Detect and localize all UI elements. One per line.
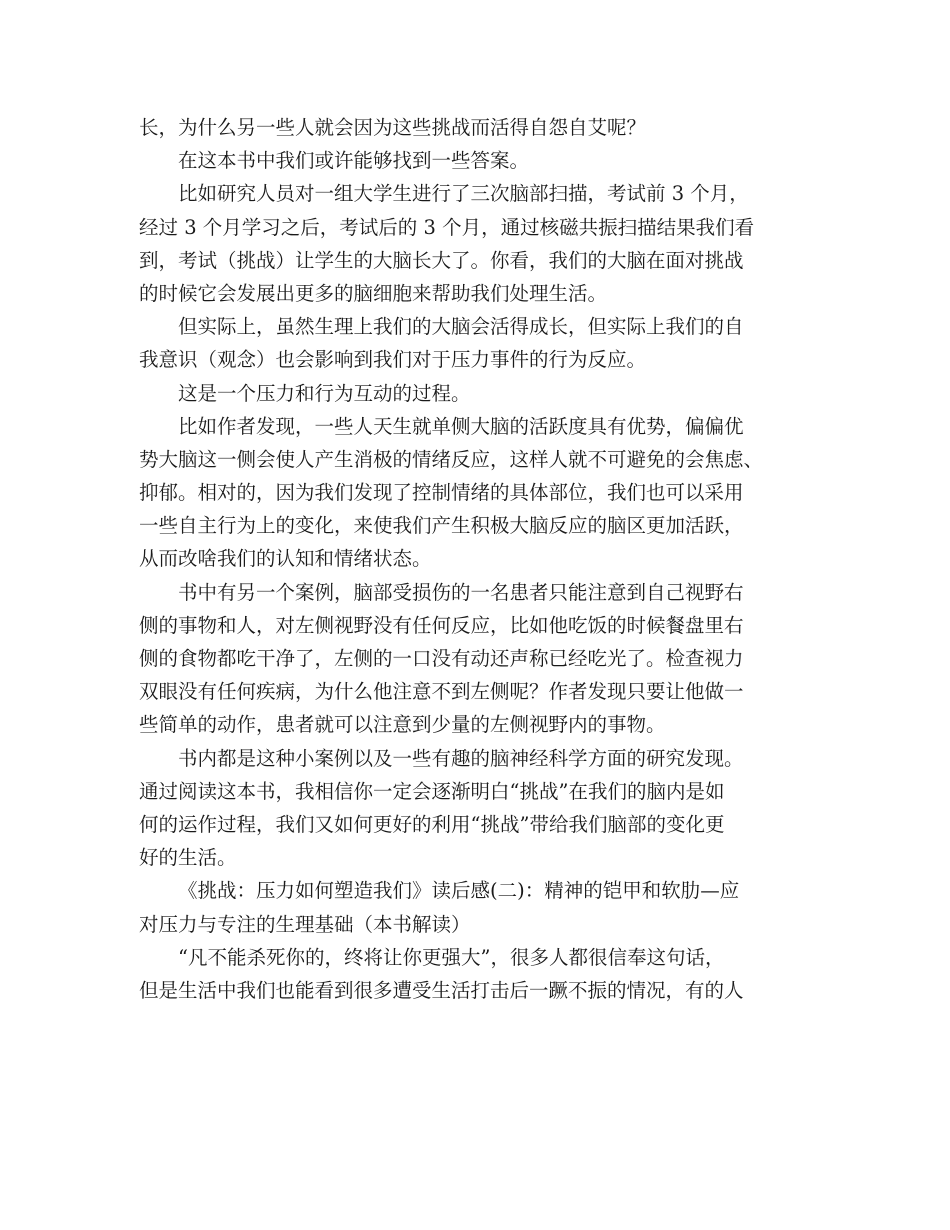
text-line: 长，为什么另一些人就会因为这些挑战而活得自怨自艾呢？ (139, 116, 647, 139)
text-line: 这是一个压力和行为互动的过程。 (178, 381, 471, 405)
text-line: 从而改啥我们的认知和情绪状态。 (139, 547, 432, 571)
section-heading-line: 《挑战：压力如何塑造我们》读后感(二)：精神的铠甲和软肋—应 (178, 879, 740, 903)
text-line: 比如研究人员对一组大学生进行了三次脑部扫描，考试前 3 个月， (178, 182, 749, 206)
text-line: 比如作者发现，一些人天生就单侧大脑的活跃度具有优势，偏偏优 (178, 414, 744, 438)
text-line: 好的生活。 (139, 846, 237, 870)
section-heading-line: 对压力与专注的生理基础（本书解读） (139, 912, 471, 936)
text-line: 我意识（观念）也会影响到我们对于压力事件的行为反应。 (139, 348, 647, 372)
text-line: 何的运作过程，我们又如何更好的利用“挑战”带给我们脑部的变化更 (139, 812, 725, 836)
text-line: 但是生活中我们也能看到很多遭受生活打击后一蹶不振的情况，有的人 (139, 978, 744, 1002)
text-line: 双眼没有任何疾病，为什么他注意不到左侧呢？作者发现只要让他做一 (139, 680, 744, 704)
text-line: 的时候它会发展出更多的脑细胞来帮助我们处理生活。 (139, 281, 608, 305)
text-line: 些简单的动作，患者就可以注意到少量的左侧视野内的事物。 (139, 713, 666, 737)
text-line: 在这本书中我们或许能够找到一些答案。 (178, 149, 530, 173)
text-line: 侧的食物都吃干净了，左侧的一口没有动还声称已经吃光了。检查视力 (139, 647, 744, 670)
text-line: 抑郁。相对的，因为我们发现了控制情绪的具体部位，我们也可以采用 (139, 481, 744, 505)
text-line: 侧的事物和人，对左侧视野没有任何反应，比如他吃饭的时候餐盘里右 (139, 613, 744, 637)
text-line: 通过阅读这本书，我相信你一定会逐渐明白“挑战”在我们的脑内是如 (139, 779, 725, 803)
text-line: “凡不能杀死你的，终将让你更强大”，很多人都很信奉这句话， (178, 945, 725, 969)
text-line: 但实际上，虽然生理上我们的大脑会活得成长，但实际上我们的自 (178, 315, 744, 339)
text-line: 经过 3 个月学习之后，考试后的 3 个月，通过核磁共振扫描结果我们看 (139, 215, 755, 239)
text-line: 一些自主行为上的变化，来使我们产生积极大脑反应的脑区更加活跃， (139, 514, 744, 538)
text-line: 势大脑这一侧会使人产生消极的情绪反应，这样人就不可避免的会焦虑、 (139, 447, 764, 471)
body-text (139, 111, 829, 1007)
text-line: 书中有另一个案例，脑部受损伤的一名患者只能注意到自己视野右 (178, 580, 744, 604)
text-line: 到，考试（挑战）让学生的大脑长大了。你看，我们的大脑在面对挑战 (139, 248, 744, 272)
text-line: 书内都是这种小案例以及一些有趣的脑神经科学方面的研究发现。 (178, 746, 744, 770)
